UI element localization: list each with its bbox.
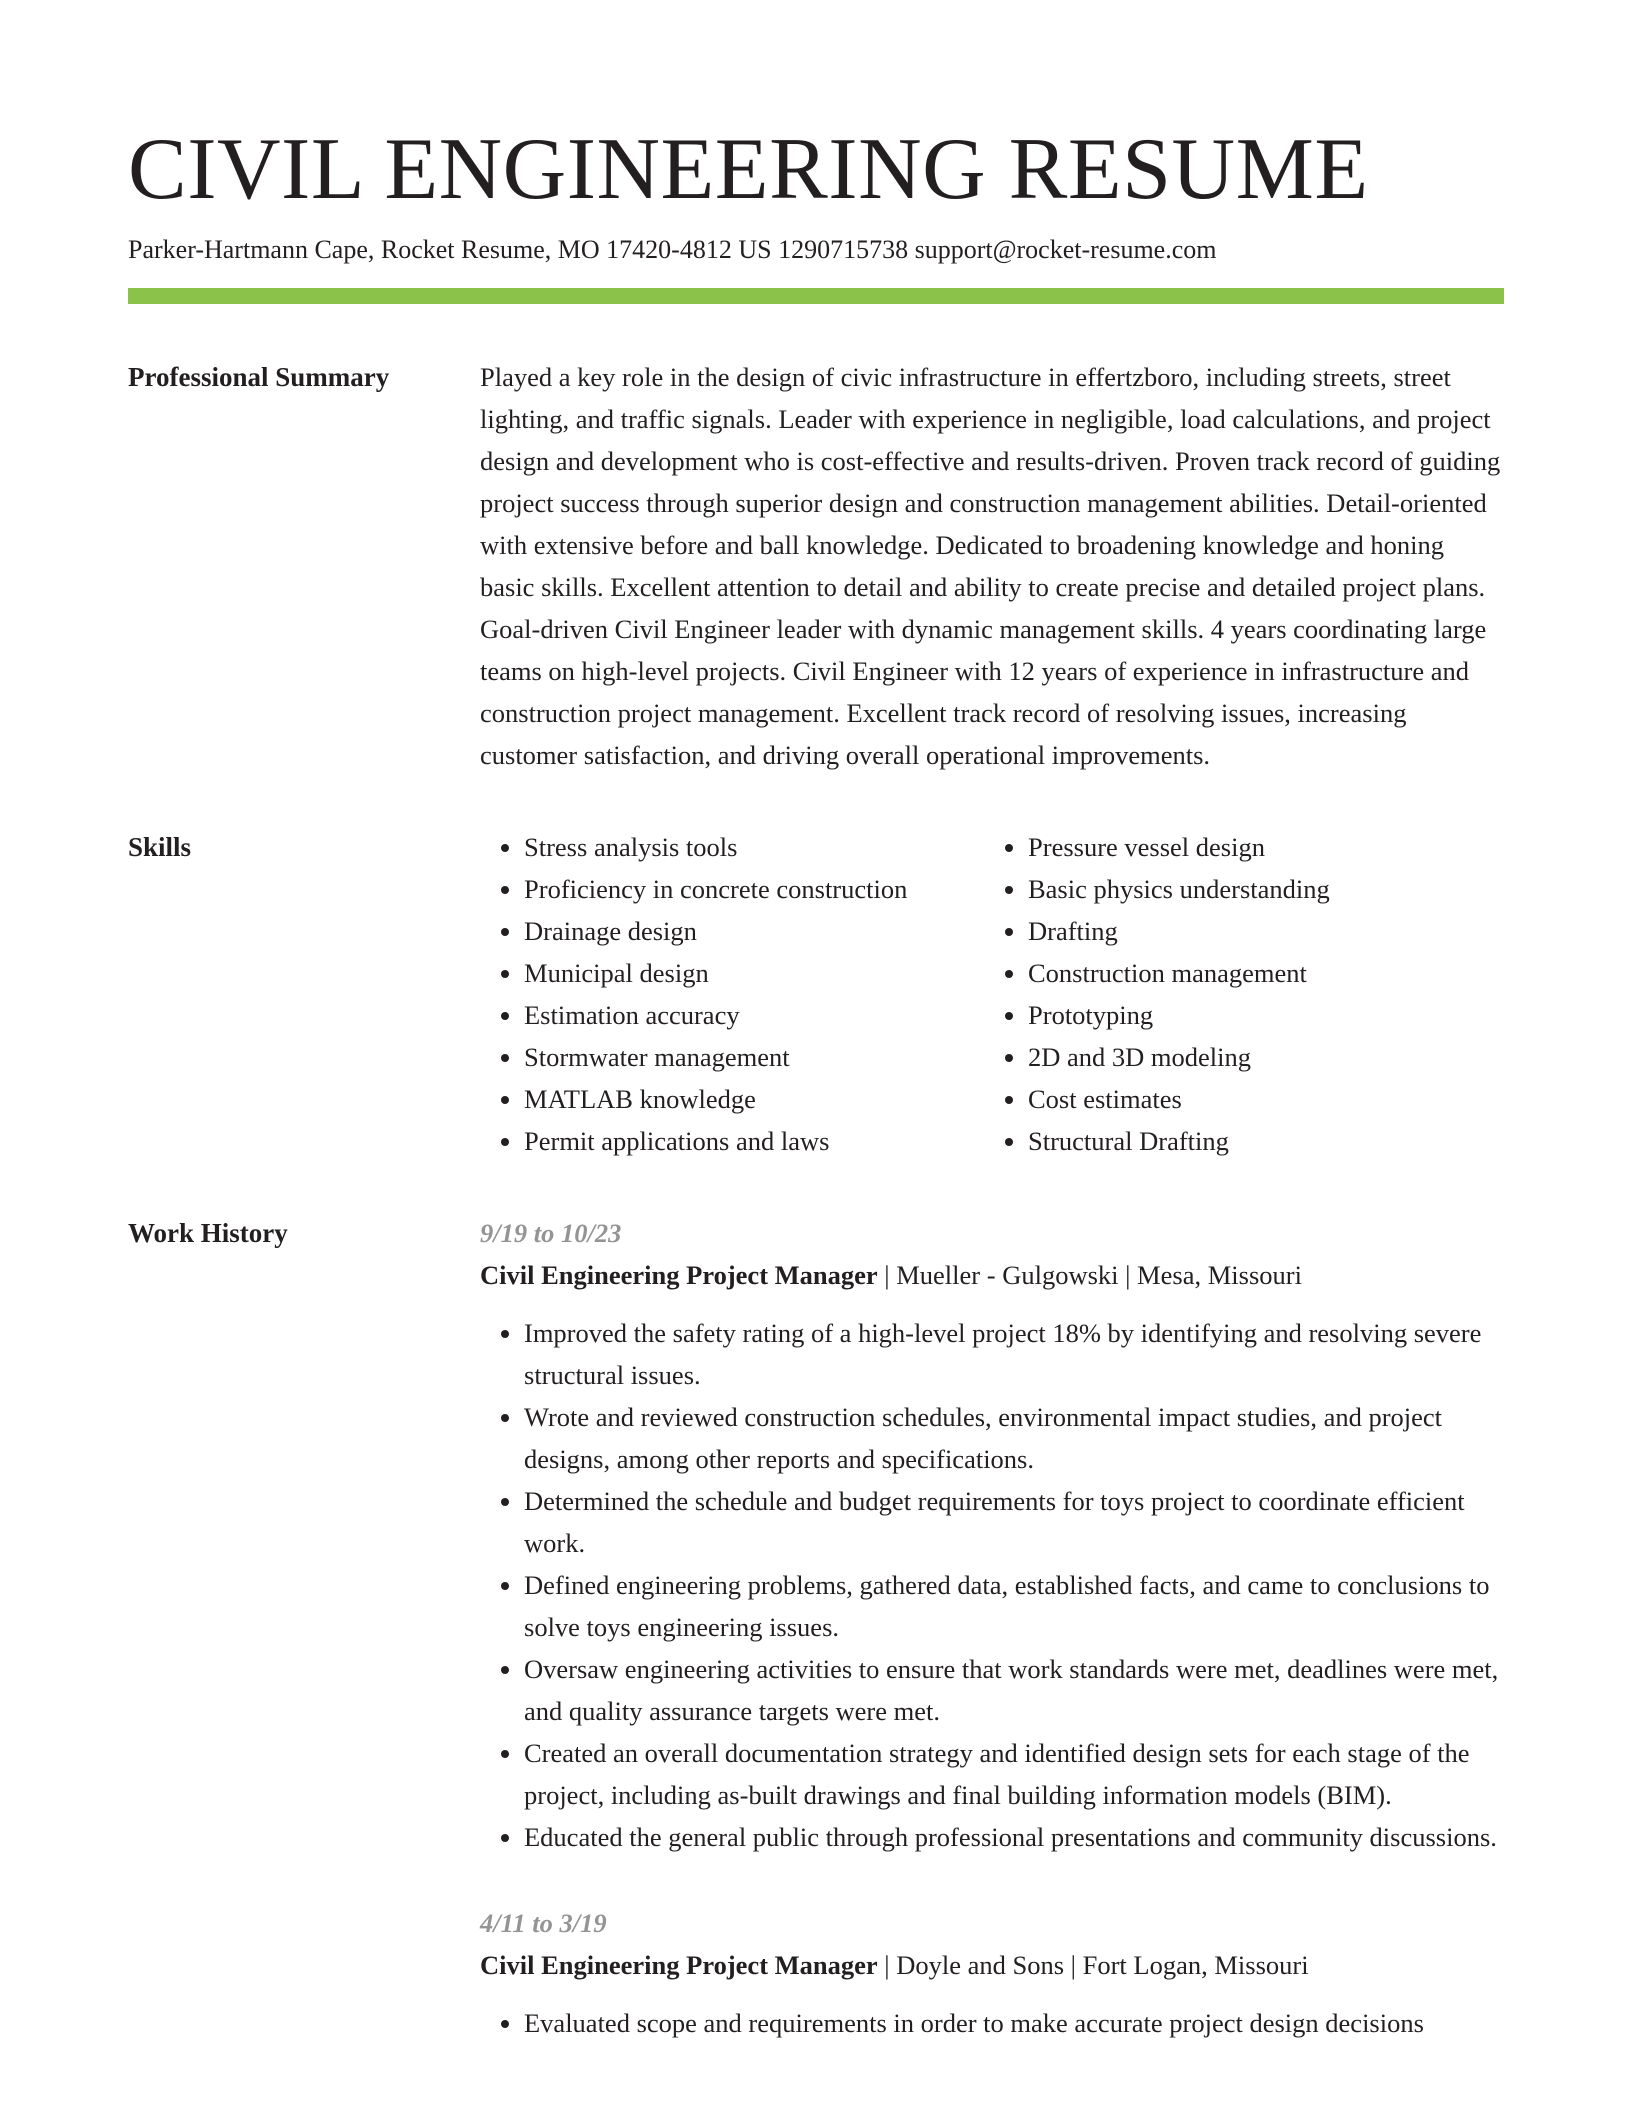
- job-bullet: • Wrote and reviewed construction schedules, environmental impact studies, and project designs, among other reports and specifications.: [524, 1396, 1504, 1480]
- job-bullet: • Evaluated scope and requirements in order to make accurate project design decisions: [524, 2002, 1504, 2044]
- job-bullets: [480, 1312, 1504, 1858]
- job-entry: [480, 1902, 1504, 2044]
- work-history-body: [480, 1212, 1504, 2044]
- job-employer-location: | Mueller - Gulgowski | Mesa, Missouri: [877, 1260, 1302, 1290]
- resume-title: CIVIL ENGINEERING RESUME: [128, 121, 1369, 218]
- job-bullet: • Oversaw engineering activities to ensure that work standards were met, deadlines were met, and quality assurance targets were met.: [524, 1648, 1504, 1732]
- section-title-work: Work History: [128, 1218, 288, 1248]
- job-title: Civil Engineering Project Manager: [480, 1950, 878, 1980]
- accent-divider: [128, 288, 1504, 304]
- summary-section: [128, 356, 1504, 776]
- skills-list-left: [480, 826, 984, 1162]
- resume-page: [128, 120, 1504, 2044]
- section-title-skills: Skills: [128, 832, 192, 862]
- skills-body: [480, 826, 1504, 1162]
- skill-item: • Drainage design: [524, 910, 984, 952]
- summary-text: Played a key role in the design of civic infrastructure in effertzboro, including streets, street lighting, and traffic signals. Leader with experience in negligible, load calculations, and project design and development who is cost-effective and results-driven. Proven track record of guiding project success through superior design and construction management abilities. Detail-oriented with extensive before and ball knowledge. Dedicated to broadening knowledge and honing basic skills. Excellent attention to detail and ability to create precise and detailed project plans. Goal-driven Civil Engineer leader with dynamic management skills. 4 years coordinating large teams on high-level projects. Civil Engineer with 12 years of experience in infrastructure and construction project management. Excellent track record of resolving issues, increasing customer satisfaction, and driving overall operational improvements.: [480, 362, 1501, 770]
- skill-item: • Permit applications and laws: [524, 1120, 984, 1162]
- skill-item: • MATLAB knowledge: [524, 1078, 984, 1120]
- job-bullet: • Created an overall documentation strategy and identified design sets for each stage of the project, including as-built drawings and final building information models (BIM).: [524, 1732, 1504, 1816]
- job-entry: [480, 1212, 1504, 1858]
- skill-item: • Prototyping: [1028, 994, 1330, 1036]
- work-history-section: [128, 1212, 1504, 2044]
- skill-item: • Stress analysis tools: [524, 826, 984, 868]
- job-dates: 9/19 to 10/23: [480, 1218, 622, 1248]
- job-bullet: • Defined engineering problems, gathered data, established facts, and came to conclusions to solve toys engineering issues.: [524, 1564, 1504, 1648]
- job-title: Civil Engineering Project Manager: [480, 1260, 878, 1290]
- skill-item: • Drafting: [1028, 910, 1330, 952]
- job-bullet: • Improved the safety rating of a high-level project 18% by identifying and resolving severe structural issues.: [524, 1312, 1504, 1396]
- job-heading: [480, 1254, 1504, 1296]
- skill-item: • Municipal design: [524, 952, 984, 994]
- skills-section: [128, 826, 1504, 1162]
- skill-item: • Structural Drafting: [1028, 1120, 1330, 1162]
- skill-item: • Stormwater management: [524, 1036, 984, 1078]
- contact-line: Parker-Hartmann Cape, Rocket Resume, MO 17420-4812 US 1290715738 support@rocket-resume.com: [128, 235, 1217, 264]
- skill-item: • Pressure vessel design: [1028, 826, 1330, 868]
- job-heading: [480, 1944, 1504, 1986]
- job-bullets: [480, 2002, 1504, 2044]
- job-employer-location: | Doyle and Sons | Fort Logan, Missouri: [877, 1950, 1309, 1980]
- job-bullet: • Determined the schedule and budget requirements for toys project to coordinate efficient work.: [524, 1480, 1504, 1564]
- job-dates: 4/11 to 3/19: [480, 1908, 607, 1938]
- section-title-summary: Professional Summary: [128, 362, 390, 392]
- skill-item: • Basic physics understanding: [1028, 868, 1330, 910]
- skill-item: • Proficiency in concrete construction: [524, 868, 984, 910]
- skills-list-right: [984, 826, 1330, 1162]
- summary-body: [480, 356, 1504, 776]
- job-bullet: • Educated the general public through professional presentations and community discussions.: [524, 1816, 1504, 1858]
- skill-item: • Construction management: [1028, 952, 1330, 994]
- skill-item: • Cost estimates: [1028, 1078, 1330, 1120]
- skill-item: • Estimation accuracy: [524, 994, 984, 1036]
- skill-item: • 2D and 3D modeling: [1028, 1036, 1330, 1078]
